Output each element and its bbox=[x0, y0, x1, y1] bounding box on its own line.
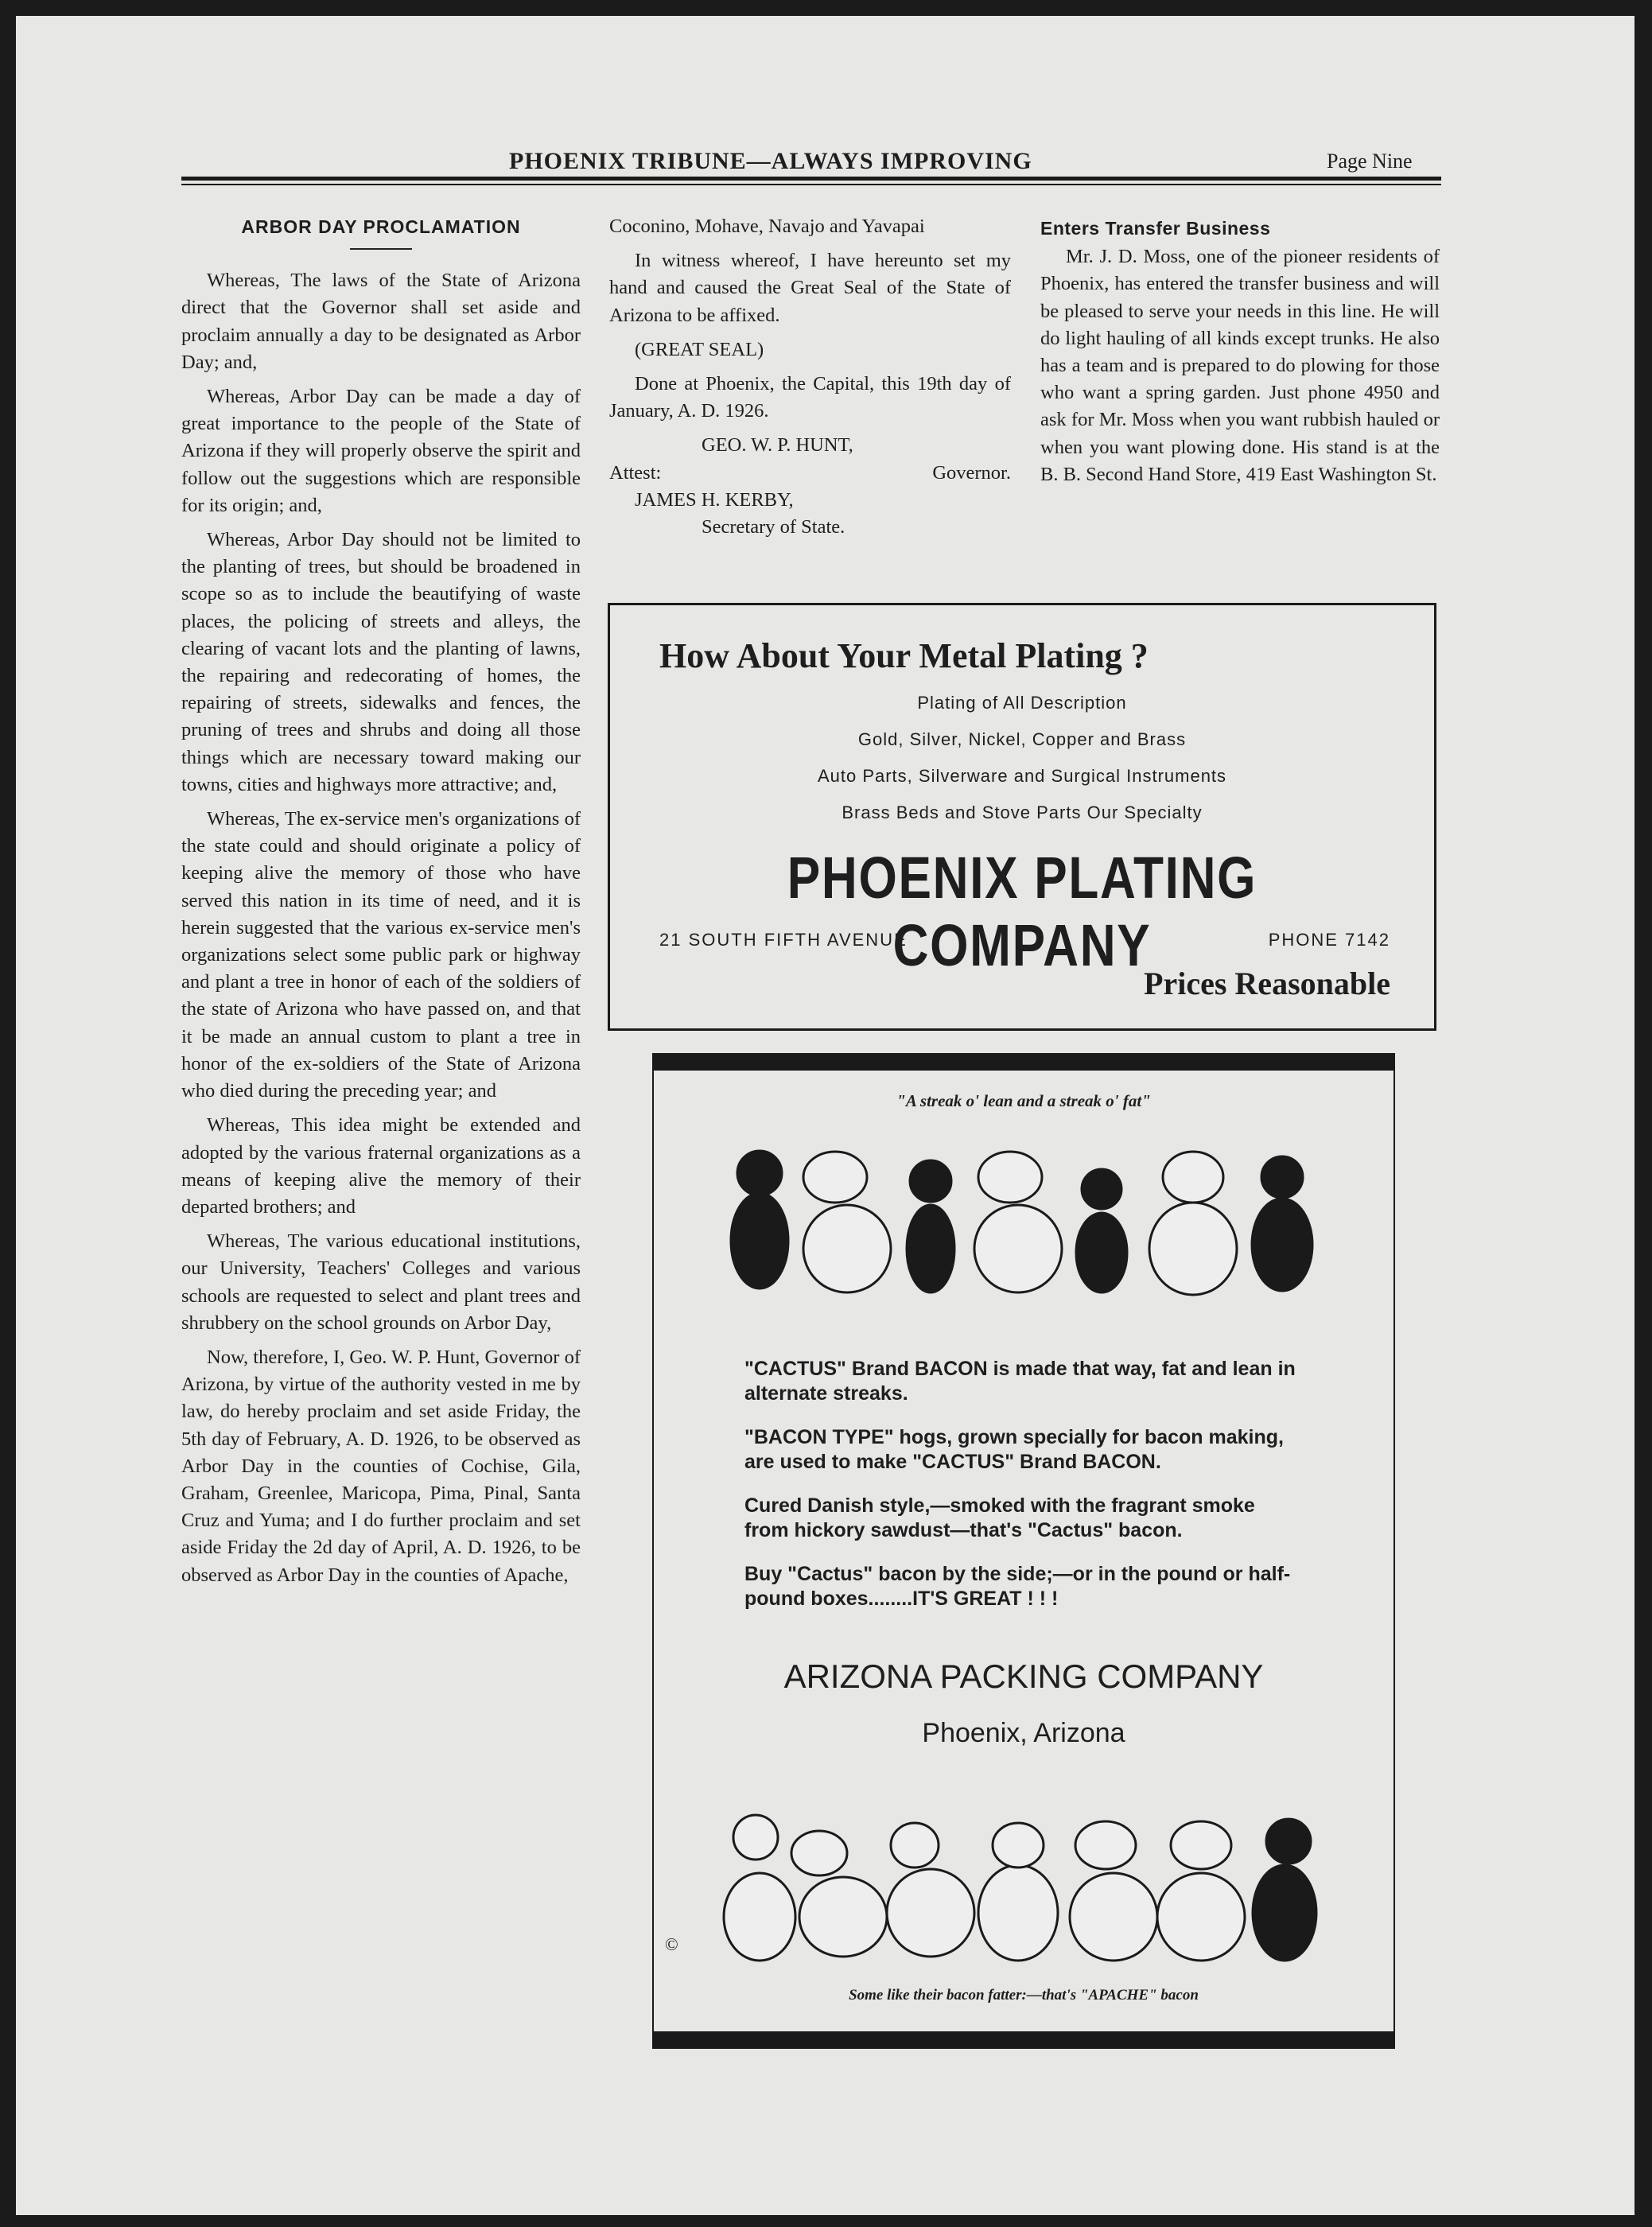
packing-company-city: Phoenix, Arizona bbox=[922, 1718, 1125, 1748]
plating-prices: Prices Reasonable bbox=[1144, 966, 1390, 1001]
proclamation-paragraph: In witness whereof, I have hereunto set my hand and caused the Great Seal of the State of Arizona to be affixed. bbox=[609, 250, 1011, 326]
plating-company-name: PHOENIX PLATING COMPANY bbox=[787, 845, 1257, 978]
proclamation-paragraph: Now, therefore, I, Geo. W. P. Hunt, Governor of Arizona, by virtue of the authority vested in me by law, do hereby proclaim and set aside Friday, the 5th day of February, A. D. 1926, to be observed as Arbor Day in the counties of Cochise, Gila, Graham, Greenlee, Maricopa, Pima, Pinal, Santa Cruz and Yuma; and I do further proclaim and set aside Friday the 2d day of April, A. D. 1926, to be observed as Arbor Day in the counties of Apache, bbox=[181, 1346, 581, 1586]
proclamation-column-2 bbox=[609, 213, 1011, 541]
attest-label: Attest: bbox=[609, 461, 662, 484]
bacon-ad-bottom-bar bbox=[652, 2031, 1395, 2049]
governor-title: Governor. bbox=[932, 461, 1011, 484]
bacon-paragraph: Cured Danish style,—smoked with the fragrant smoke from hickory sawdust—that's "Cactus" bacon. bbox=[744, 1494, 1255, 1541]
black-pig-icon bbox=[1076, 1169, 1127, 1292]
black-pig-icon bbox=[731, 1151, 788, 1288]
white-pig-icon bbox=[978, 1823, 1058, 1961]
bacon-bottom-line: Some like their bacon fatter:—that's "APACHE" bacon bbox=[849, 1987, 1199, 2004]
great-seal: (GREAT SEAL) bbox=[635, 338, 764, 360]
bacon-ad-top-bar bbox=[652, 1053, 1395, 1071]
proclamation-paragraph: Whereas, The various educational institutions, our University, Teachers' Colleges and various schools are requested to select and plant trees and shrubbery on the school grounds on Arbor Day, bbox=[181, 1230, 581, 1334]
proclamation-title: ARBOR DAY PROCLAMATION bbox=[241, 216, 521, 237]
white-pig-icon bbox=[974, 1152, 1062, 1292]
pig-illustration-bottom bbox=[716, 1790, 1336, 1972]
attest-line bbox=[609, 460, 1011, 487]
transfer-article bbox=[1040, 215, 1440, 496]
plating-line: Plating of All Description bbox=[917, 693, 1127, 713]
white-pig-icon bbox=[724, 1815, 795, 1961]
packing-company-name: ARIZONA PACKING COMPANY bbox=[783, 1658, 1264, 1695]
governor-name: GEO. W. P. HUNT, bbox=[702, 434, 853, 457]
plating-advertisement bbox=[608, 603, 1436, 1031]
header-rule bbox=[181, 177, 1441, 181]
proclamation-paragraph: Whereas, This idea might be extended and adopted by the various fraternal organizations as a means of keeping alive the memory of their departed brothers; and bbox=[181, 1114, 581, 1218]
plating-line: Auto Parts, Silverware and Surgical Instruments bbox=[817, 766, 1227, 786]
bacon-ad-copy bbox=[744, 1357, 1301, 1630]
secretary-title: Secretary of State. bbox=[702, 515, 845, 538]
black-pig-icon bbox=[907, 1160, 954, 1292]
bacon-paragraph: "CACTUS" Brand BACON is made that way, fat and lean in alternate streaks. bbox=[744, 1358, 1296, 1405]
white-pig-icon bbox=[803, 1152, 891, 1292]
proclamation-paragraph: Coconino, Mohave, Navajo and Yavapai bbox=[609, 216, 925, 237]
plating-phone: PHONE 7142 bbox=[1268, 930, 1390, 950]
proclamation-paragraph: Done at Phoenix, the Capital, this 19th day of January, A. D. 1926. bbox=[609, 373, 1011, 422]
white-pig-icon bbox=[1157, 1821, 1245, 1961]
plating-line: Gold, Silver, Nickel, Copper and Brass bbox=[857, 729, 1187, 749]
white-pig-icon bbox=[791, 1831, 887, 1957]
white-pig-icon bbox=[887, 1823, 974, 1957]
masthead: PHOENIX TRIBUNE—ALWAYS IMPROVING bbox=[509, 148, 1032, 174]
pig-illustration-top bbox=[716, 1129, 1336, 1312]
proclamation-paragraph: Whereas, The laws of the State of Arizona direct that the Governor shall set aside and proclaim annually a day to be designated as Arbor Day; and, bbox=[181, 270, 581, 373]
plating-headline: How About Your Metal Plating ? bbox=[659, 636, 1149, 675]
black-pig-icon bbox=[1252, 1156, 1312, 1291]
transfer-title: Enters Transfer Business bbox=[1040, 218, 1271, 239]
proclamation-paragraph: Whereas, The ex-service men's organizations of the state could and should originate a policy of keeping alive the memory of those who have served this nation in its time of need, and it is herein suggested that the various ex-service men's organizations select some public park or highway and plant a tree in honor of each of the soldiers of the state of Arizona who have passed on, and that it be made an annual custom to plant a tree in honor of the ex-soldiers of the State of Arizona who died during the preceding year; and bbox=[181, 808, 581, 1102]
proclamation-paragraph: Whereas, Arbor Day should not be limited to the planting of trees, but should be broadened in scope so as to include the beautifying of waste places, the policing of streets and alleys, the clearing of vacant lots and the planting of lawns, the repairing and redecorating of homes, the repairing of streets, sidewalks and fences, the pruning of trees and shrubs and doing all those things which are necessary toward making our towns, cities and highways more attractive; and, bbox=[181, 529, 581, 795]
copyright-mark: © bbox=[665, 1934, 678, 1954]
secretary-name: JAMES H. KERBY, bbox=[635, 488, 794, 511]
page-number: Page Nine bbox=[1327, 150, 1413, 173]
proclamation-column-1 bbox=[181, 213, 581, 1596]
plating-line: Brass Beds and Stove Parts Our Specialty bbox=[842, 803, 1203, 822]
black-pig-icon bbox=[1253, 1819, 1316, 1961]
bacon-paragraph: "BACON TYPE" hogs, grown specially for bacon making, are used to make "CACTUS" Brand BACON. bbox=[744, 1426, 1284, 1473]
proclamation-paragraph: Whereas, Arbor Day can be made a day of great importance to the people of the State of Arizona if they will properly observe the spirit and follow out the suggestions which are responsible for its origin; and, bbox=[181, 386, 581, 516]
plating-address: 21 SOUTH FIFTH AVENUE bbox=[659, 930, 908, 950]
white-pig-icon bbox=[1149, 1152, 1237, 1295]
transfer-body: Mr. J. D. Moss, one of the pioneer residents of Phoenix, has entered the transfer business and will be pleased to serve your needs in this line. He will do light hauling of all kinds except trunks. He also has a team and is prepared to do plowing for those who want a spring garden. Just phone 4950 and ask for Mr. Moss when you want rubbish hauled or when you want plowing done. His stand is at the B. B. Second Hand Store, 419 East Washington St. bbox=[1040, 246, 1440, 485]
white-pig-icon bbox=[1070, 1821, 1157, 1961]
bacon-paragraph: Buy "Cactus" bacon by the side;—or in the pound or half-pound boxes........IT'S GREAT ! ! ! bbox=[744, 1563, 1291, 1610]
title-rule bbox=[350, 248, 412, 250]
header-rule-thin bbox=[181, 184, 1441, 185]
bacon-tagline: "A streak o' lean and a streak o' fat" bbox=[896, 1091, 1151, 1110]
